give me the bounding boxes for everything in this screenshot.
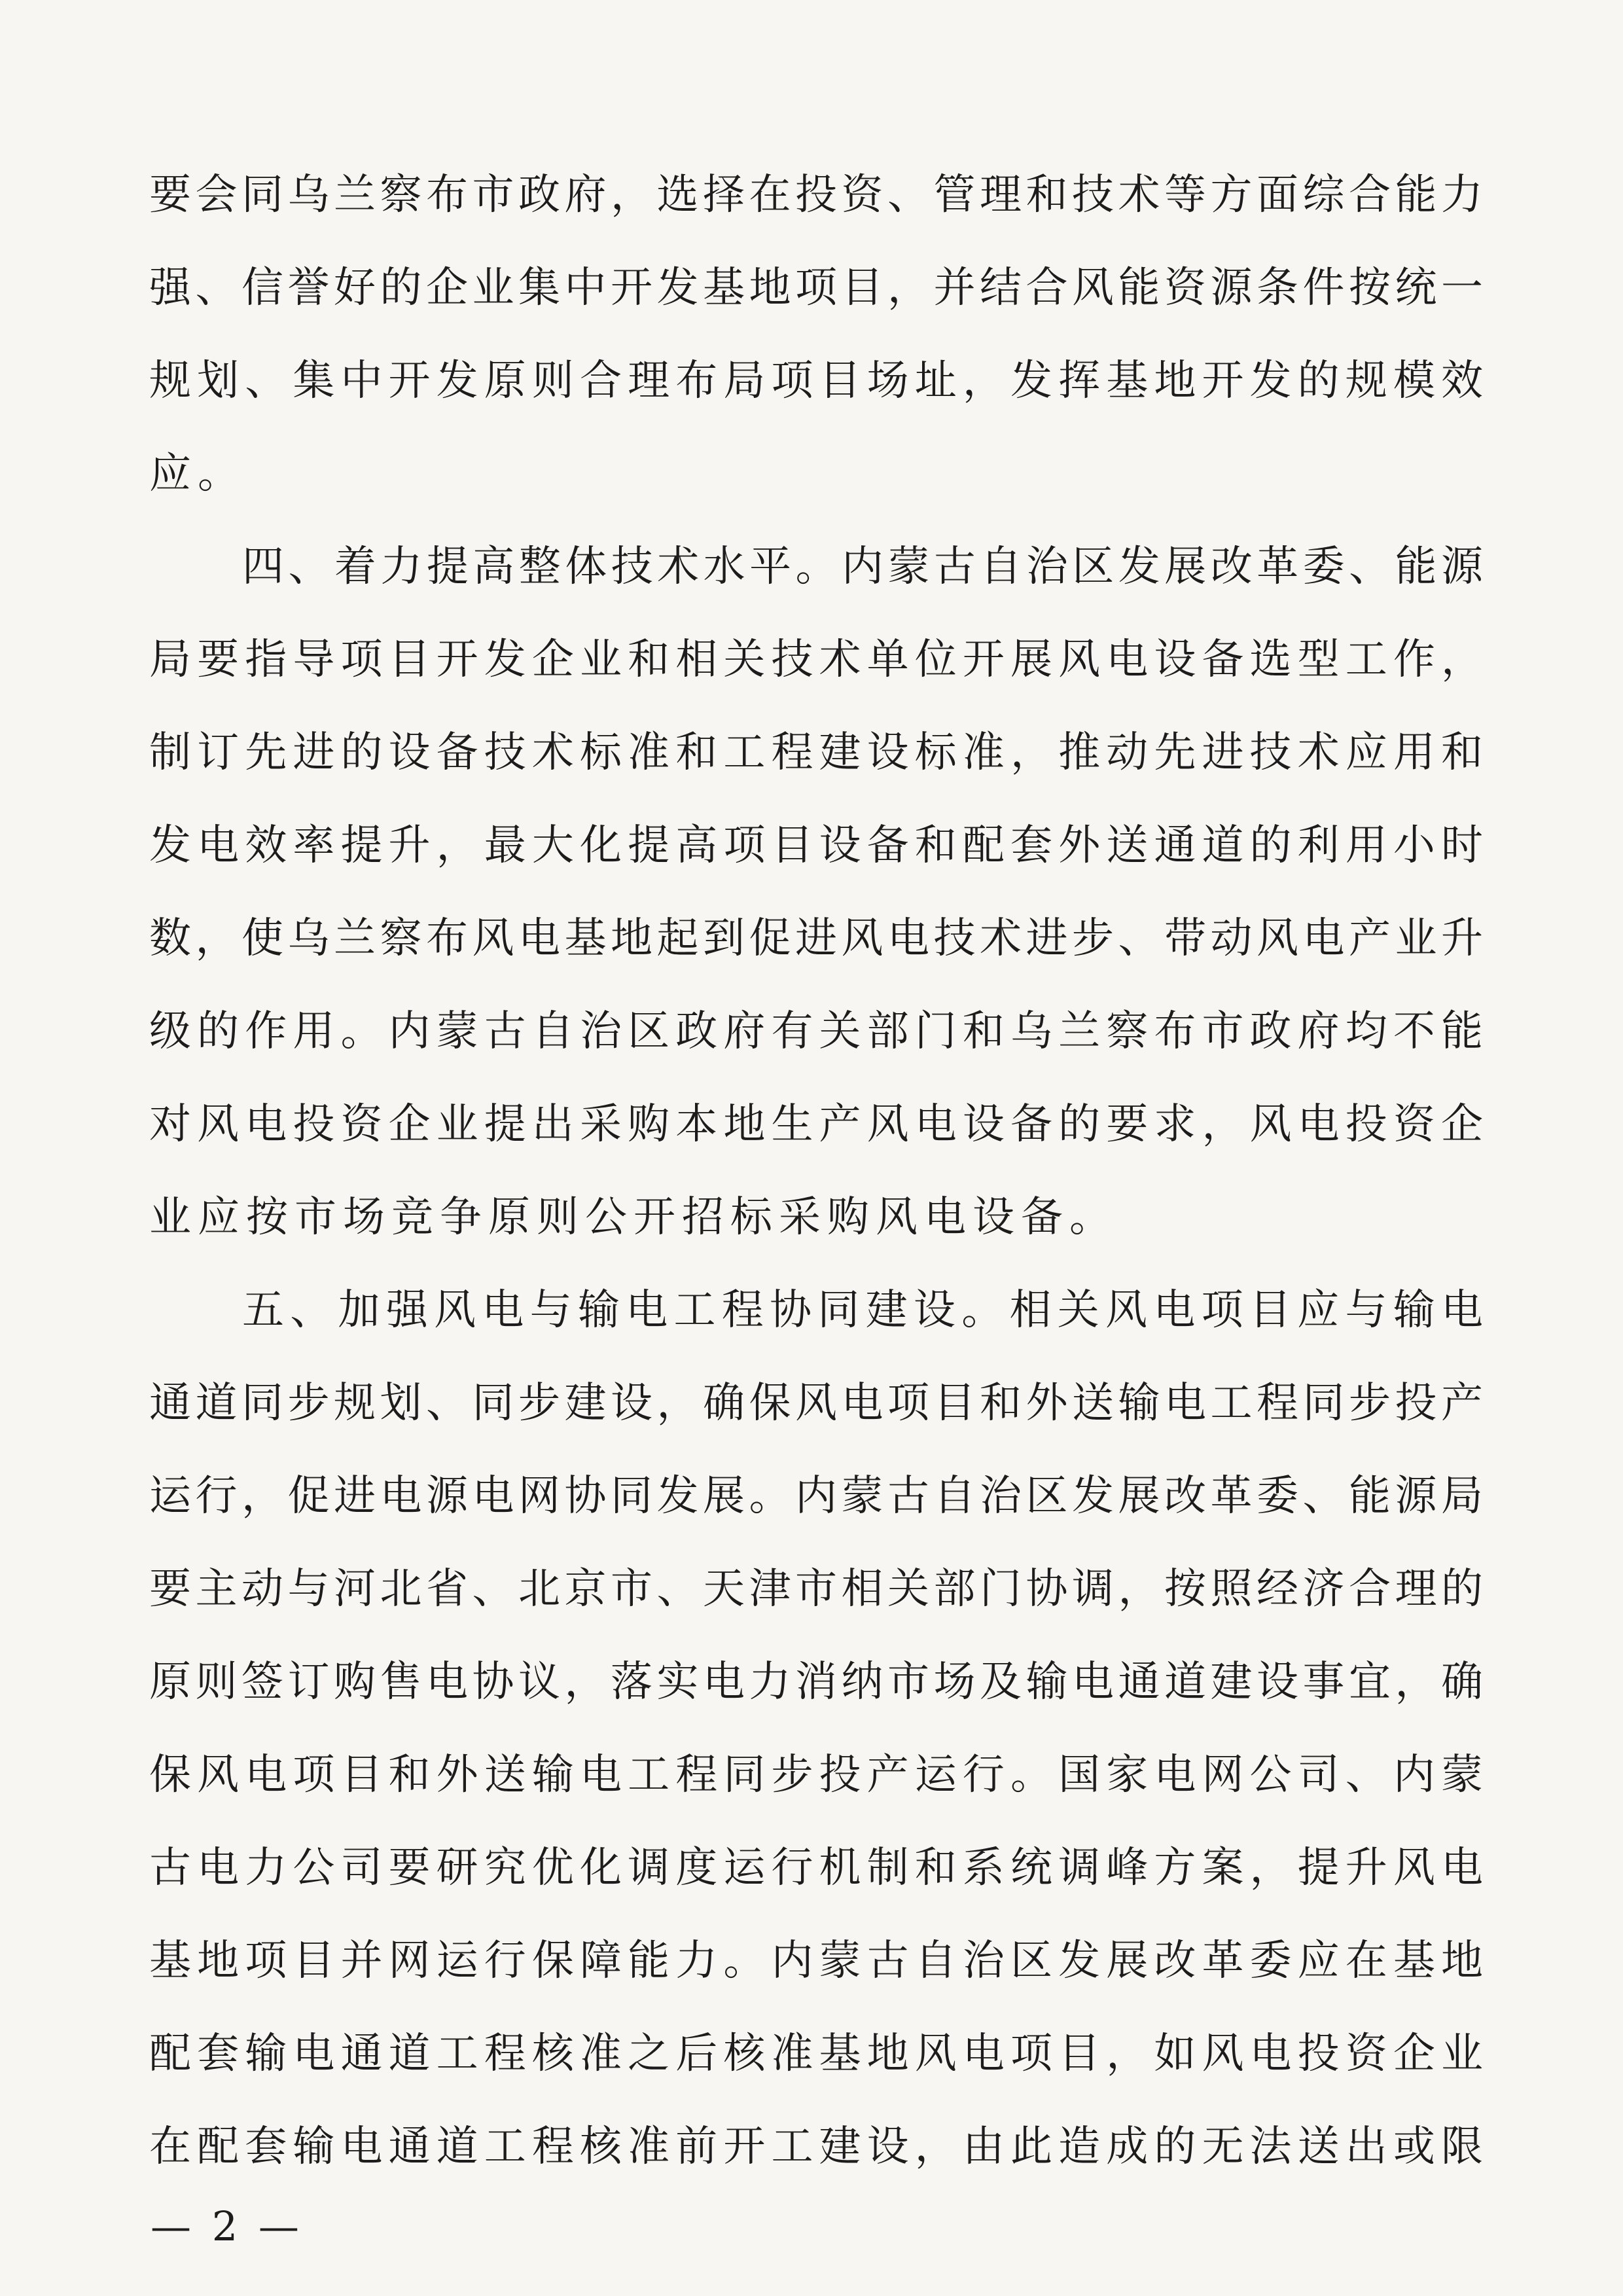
text-line: 规划、集中开发原则合理布局项目场址，发挥基地开发的规模效 [149,357,1484,405]
text-line: 制订先进的设备技术标准和工程建设标准，推动先进技术应用和 [149,728,1484,777]
text-line: 数，使乌兰察布风电基地起到促进风电技术进步、带动风电产业升 [149,914,1484,963]
text-line: 发电效率提升，最大化提高项目设备和配套外送通道的利用小时 [149,821,1484,870]
text-line: 保风电项目和外送输电工程同步投产运行。国家电网公司、内蒙 [149,1751,1484,1799]
text-line: 局要指导项目开发企业和相关技术单位开展风电设备选型工作， [149,636,1484,684]
text-line: 对风电投资企业提出采购本地生产风电设备的要求，风电投资企 [149,1100,1484,1149]
text-line: 运行，促进电源电网协同发展。内蒙古自治区发展改革委、能源局 [149,1472,1484,1520]
text-line: 业应按市场竞争原则公开招标采购风电设备。 [149,1193,1118,1242]
text-line: 要主动与河北省、北京市、天津市相关部门协调，按照经济合理的 [149,1565,1484,1613]
text-line: 原则签订购售电协议，落实电力消纳市场及输电通道建设事宜，确 [149,1658,1484,1706]
text-line: 强、信誉好的企业集中开发基地项目，并结合风能资源条件按统一 [149,264,1484,312]
text-line: 通道同步规划、同步建设，确保风电项目和外送输电工程同步投产 [149,1379,1484,1427]
text-line: 要会同乌兰察布市政府，选择在投资、管理和技术等方面综合能力 [149,171,1484,219]
text-line: 级的作用。内蒙古自治区政府有关部门和乌兰察布市政府均不能 [149,1007,1484,1056]
section-heading-line: 四、着力提高整体技术水平。内蒙古自治区发展改革委、能源 [242,543,1484,591]
text-line: 古电力公司要研究优化调度运行机制和系统调峰方案，提升风电 [149,1844,1484,1892]
text-line: 应。 [149,450,246,498]
text-line: 基地项目并网运行保障能力。内蒙古自治区发展改革委应在基地 [149,1937,1484,1985]
text-line: 在配套输电通道工程核准前开工建设，由此造成的无法送出或限 [149,2123,1484,2171]
section-heading-line: 五、加强风电与输电工程协同建设。相关风电项目应与输电 [242,1286,1484,1335]
page-number: — 2 — [151,2202,303,2250]
text-line: 配套输电通道工程核准之后核准基地风电项目，如风电投资企业 [149,2030,1484,2078]
